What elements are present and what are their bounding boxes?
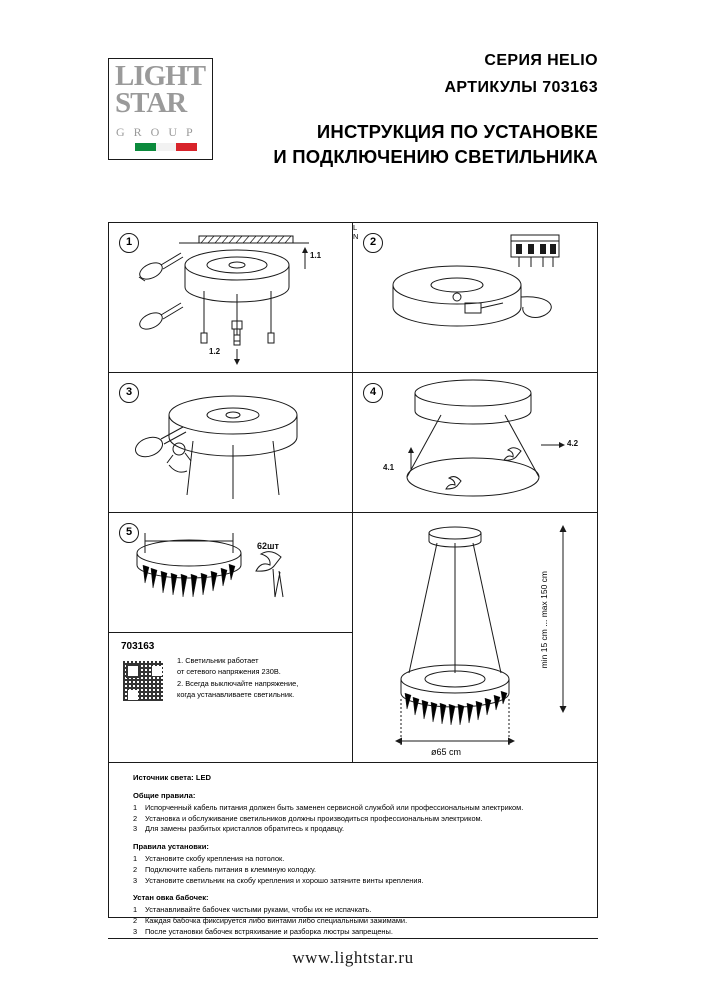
product-dimension-diagram xyxy=(353,513,597,763)
instruction-frame xyxy=(108,222,598,936)
info-note-2: 2. Всегда выключайте напряжение, xyxy=(177,678,299,688)
section-general xyxy=(133,791,573,835)
step-3-illustration xyxy=(109,373,353,513)
section-general-item-3: Для замены разбитых кристаллов обратитесь к продавцу. xyxy=(145,824,345,834)
section-install xyxy=(133,842,573,886)
list-item: 1 Установите скобу крепления на потолок. xyxy=(133,854,285,864)
light-source-label: Источник света: xyxy=(133,773,194,782)
info-note-1: 1. Светильник работает xyxy=(177,656,259,665)
section-install-item-3: Установите светильник на скобу крепления и хорошо затяните винты крепления. xyxy=(145,875,424,885)
step-number-5: 5 xyxy=(119,523,139,543)
info-note-1b: от сетевого напряжения 230B. xyxy=(177,667,281,677)
section-butterflies-item-3: После установки бабочек встряхивание и разборка люстры запрещены. xyxy=(145,926,393,936)
section-general-item-2: Установка и обслуживание светильников должны производиться профессиональным электриком. xyxy=(145,813,483,823)
list-item: 3 После установки бабочек встряхивание и разборка люстры запрещены. xyxy=(133,926,393,936)
list-item: 1 Устанавливайте бабочек чистыми руками, чтобы их не испачкать. xyxy=(133,905,372,915)
product-drawing xyxy=(353,513,597,763)
series-label: СЕРИЯ HELIO xyxy=(484,52,598,69)
page-title xyxy=(273,120,598,170)
callout-4-1: 4.1 xyxy=(383,463,395,472)
diameter-dimension-label: ø65 cm xyxy=(431,747,462,757)
section-butterflies-item-1: Устанавливайте бабочек чистыми руками, чтобы их не испачкать. xyxy=(145,905,372,915)
logo-group-word: G R O U P xyxy=(116,125,196,139)
section-butterflies-title: Устан овка бабочек: xyxy=(133,893,209,903)
callout-quantity: 62шт xyxy=(257,541,279,551)
list-item: 3 Установите светильник на скобу крепления и хорошо затяните винты крепления. xyxy=(133,875,424,885)
callout-1-1: 1.1 xyxy=(310,251,322,260)
step-number-2: 2 xyxy=(363,233,383,253)
step-2-illustration xyxy=(353,223,597,373)
section-install-item-2: Подключите кабель питания в клеммную колодку. xyxy=(145,864,317,874)
step-cell-3 xyxy=(109,373,353,513)
page-title-line-1: ИНСТРУКЦИЯ ПО УСТАНОВКЕ xyxy=(316,121,598,142)
callout-4-2: 4.2 xyxy=(567,439,579,448)
footer-website[interactable]: www.lightstar.ru xyxy=(292,948,414,967)
section-general-item-1: Испорченный кабель питания должен быть заменен сервисной службой или профессиональным электриком. xyxy=(145,803,524,812)
step-number-3: 3 xyxy=(119,383,139,403)
logo-wordmark xyxy=(115,60,206,119)
qr-code-icon xyxy=(123,661,163,701)
info-note-2b: когда устанавливаете светильник. xyxy=(177,690,295,700)
step-4-illustration xyxy=(353,373,597,513)
list-item: 2 Каждая бабочка фиксируется либо винтами либо специальными зажимами. xyxy=(133,916,408,926)
footer-divider xyxy=(108,938,598,939)
terminal-label-L: L xyxy=(353,223,358,232)
callout-1-2: 1.2 xyxy=(209,347,221,356)
italy-flag-icon xyxy=(135,143,197,151)
section-install-item-1: Установите скобу крепления на потолок. xyxy=(145,854,285,864)
list-item: 2 Установка и обслуживание светильников должны производиться профессиональным электриком. xyxy=(133,813,483,823)
step-cell-2 xyxy=(353,223,597,373)
terminal-label-N: N xyxy=(353,232,359,241)
info-article: 703163 xyxy=(121,641,155,652)
section-install-title: Правила установки: xyxy=(133,842,209,852)
step-cell-5 xyxy=(109,513,353,633)
step-number-4: 4 xyxy=(363,383,383,403)
light-source-line xyxy=(133,773,573,782)
section-general-title: Общие правила: xyxy=(133,791,196,800)
height-dimension-label: min 15 cm ... max 150 cm xyxy=(539,571,549,669)
page-header xyxy=(0,0,706,190)
list-item: 1 Испорченный кабель питания должен быть заменен сервисной службой или профессиональным электриком. xyxy=(133,803,524,812)
light-source-value: LED xyxy=(195,773,212,782)
step-1-illustration xyxy=(109,223,353,373)
step-cell-1 xyxy=(109,223,353,373)
info-notes xyxy=(177,655,337,701)
step-cell-4 xyxy=(353,373,597,513)
page-title-line-2: И ПОДКЛЮЧЕНИЮ СВЕТИЛЬНИКА xyxy=(273,145,598,167)
instruction-text-block xyxy=(109,763,597,936)
brand-logo xyxy=(108,58,213,160)
article-label: АРТИКУЛЫ 703163 xyxy=(444,79,598,96)
info-cell xyxy=(109,633,353,763)
list-item: 3 Для замены разбитых кристаллов обратитесь к продавцу. xyxy=(133,824,345,834)
section-butterflies-item-2: Каждая бабочка фиксируется либо винтами либо специальными зажимами. xyxy=(145,916,408,926)
list-item: 2 Подключите кабель питания в клеммную колодку. xyxy=(133,864,317,874)
step-5-illustration xyxy=(109,513,353,633)
logo-line-2: STAR xyxy=(115,86,187,119)
section-butterflies xyxy=(133,893,573,937)
logo-line-1: LIGHT xyxy=(115,60,206,92)
step-number-1: 1 xyxy=(119,233,139,253)
